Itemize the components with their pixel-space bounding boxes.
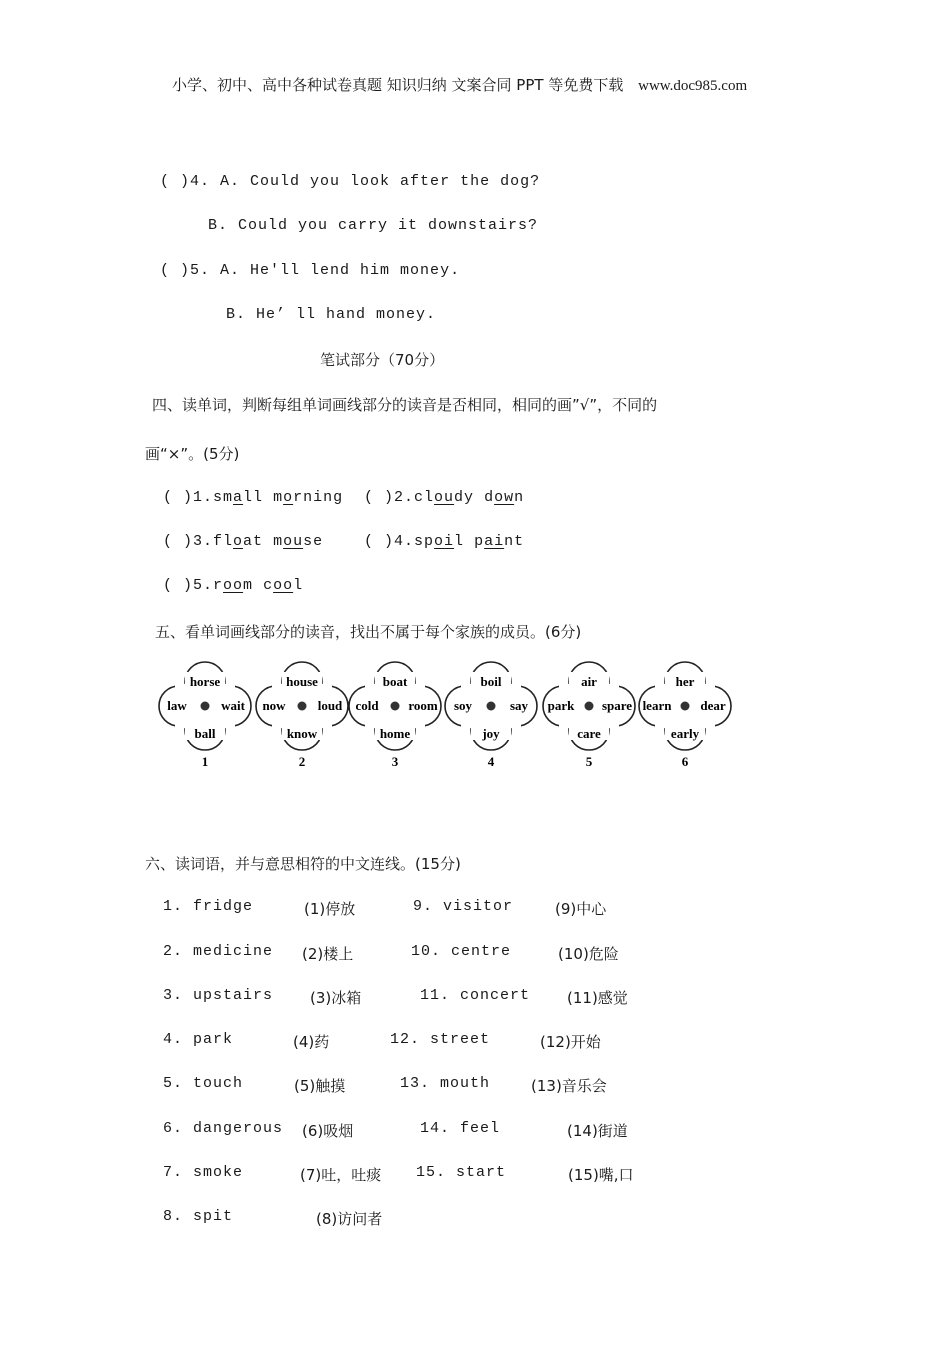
section-4-title-line1: 四、读单词，判断每组单词画线部分的读音是否相同，相同的画”√”，不同的 xyxy=(152,396,658,414)
match-en-12[interactable]: 12. street xyxy=(390,1031,491,1048)
answer-paren[interactable]: ( )5. xyxy=(163,577,214,594)
written-part-title: 笔试部分（70分） xyxy=(320,351,445,369)
match-en-8[interactable]: 8. spit xyxy=(163,1208,234,1225)
clover-number: 6 xyxy=(681,754,689,769)
clover-word-top: house xyxy=(286,674,318,689)
answer-paren[interactable]: ( )5. xyxy=(160,262,211,279)
clover-word-bottom: know xyxy=(286,726,318,741)
match-cn-2[interactable]: (2)楼上 xyxy=(302,945,354,963)
match-cn-10[interactable]: (10)危险 xyxy=(558,945,619,963)
match-cn-1[interactable]: (1)停放 xyxy=(304,900,356,918)
match-cn-6[interactable]: (6)吸烟 xyxy=(302,1122,354,1140)
match-en-3[interactable]: 3. upstairs xyxy=(163,987,274,1004)
match-cn-3[interactable]: (3)冰箱 xyxy=(310,989,362,1007)
question-5-b: B. He’ ll hand money. xyxy=(226,306,437,323)
clover-word-right: loud xyxy=(317,698,343,713)
answer-paren[interactable]: ( )2. xyxy=(364,489,415,506)
match-cn-4[interactable]: (4)药 xyxy=(293,1033,330,1051)
clover-word-top: boat xyxy=(382,674,408,689)
phonics-family-clovers xyxy=(155,658,745,773)
answer-paren[interactable]: ( )3. xyxy=(163,533,214,550)
clover-word-right: wait xyxy=(221,698,245,713)
match-en-2[interactable]: 2. medicine xyxy=(163,943,274,960)
phonics-item-2: ( )2.cloudy down xyxy=(364,489,525,506)
match-en-14[interactable]: 14. feel xyxy=(420,1120,501,1137)
match-en-6[interactable]: 6. dangerous xyxy=(163,1120,284,1137)
match-en-15[interactable]: 15. start xyxy=(416,1164,507,1181)
clover-word-top: air xyxy=(581,674,597,689)
section-6-title: 六、读词语，并与意思相符的中文连线。(15分) xyxy=(145,855,461,873)
match-en-1[interactable]: 1. fridge xyxy=(163,898,254,915)
match-en-11[interactable]: 11. concert xyxy=(420,987,531,1004)
clover-word-left: soy xyxy=(453,698,473,713)
clover-word-left: law xyxy=(167,698,187,713)
header-banner-text: 小学、初中、高中各种试卷真题 知识归纳 文案合同 PPT 等免费下载 xyxy=(172,76,624,94)
clover-word-right: say xyxy=(509,698,529,713)
answer-paren[interactable]: ( )4. xyxy=(364,533,415,550)
match-cn-15[interactable]: (15)嘴,口 xyxy=(568,1166,634,1184)
clover-word-top: horse xyxy=(189,674,221,689)
match-cn-5[interactable]: (5)触摸 xyxy=(294,1077,346,1095)
clover-number: 2 xyxy=(298,754,306,769)
option-a-text: A. Could you look after the dog? xyxy=(220,173,541,190)
clover-word-bottom: home xyxy=(379,726,411,741)
clover-number: 3 xyxy=(391,754,399,769)
phonics-item-4: ( )4.spoil paint xyxy=(364,533,525,550)
match-cn-14[interactable]: (14)街道 xyxy=(567,1122,628,1140)
clover-word-left: cold xyxy=(355,698,379,713)
match-cn-8[interactable]: (8)访问者 xyxy=(316,1210,383,1228)
phonics-item-1: ( )1.small morning xyxy=(163,489,344,506)
question-4-b: B. Could you carry it downstairs? xyxy=(208,217,539,234)
clover-6 xyxy=(639,662,731,769)
clover-word-right: spare xyxy=(601,698,633,713)
match-cn-12[interactable]: (12)开始 xyxy=(540,1033,601,1051)
match-cn-9[interactable]: (9)中心 xyxy=(555,900,607,918)
match-en-13[interactable]: 13. mouth xyxy=(400,1075,491,1092)
clover-word-top: boil xyxy=(480,674,502,689)
match-en-5[interactable]: 5. touch xyxy=(163,1075,244,1092)
question-5-a xyxy=(160,262,460,279)
clover-word-left: now xyxy=(262,698,286,713)
section-5-title: 五、看单词画线部分的读音，找出不属于每个家族的成员。(6分) xyxy=(155,623,582,641)
clover-word-bottom: joy xyxy=(482,726,500,741)
option-a-text: A. He'll lend him money. xyxy=(220,262,461,279)
question-4-a xyxy=(160,173,540,190)
match-en-9[interactable]: 9. visitor xyxy=(413,898,514,915)
clover-number: 1 xyxy=(201,754,209,769)
clover-2 xyxy=(256,662,348,769)
answer-paren[interactable]: ( )1. xyxy=(163,489,214,506)
clover-word-bottom: early xyxy=(670,726,700,741)
clover-1 xyxy=(159,662,251,769)
clover-5 xyxy=(543,662,635,769)
clover-word-top: her xyxy=(675,674,695,689)
clover-word-left: park xyxy=(547,698,575,713)
answer-paren[interactable]: ( )4. xyxy=(160,173,211,190)
match-en-4[interactable]: 4. park xyxy=(163,1031,234,1048)
clover-word-left: learn xyxy=(642,698,672,713)
clover-4 xyxy=(445,662,537,769)
match-cn-7[interactable]: (7)吐，吐痰 xyxy=(300,1166,382,1184)
match-cn-13[interactable]: (13)音乐会 xyxy=(531,1077,607,1095)
match-cn-11[interactable]: (11)感觉 xyxy=(567,989,628,1007)
match-en-10[interactable]: 10. centre xyxy=(411,943,512,960)
clover-word-right: room xyxy=(408,698,438,713)
clover-3 xyxy=(349,662,441,769)
phonics-item-5: ( )5.room cool xyxy=(163,577,304,594)
clover-number: 5 xyxy=(585,754,593,769)
page-header xyxy=(172,74,747,95)
clover-number: 4 xyxy=(487,754,495,769)
header-url[interactable]: www.doc985.com xyxy=(638,78,748,94)
phonics-item-3: ( )3.float mouse xyxy=(163,533,324,550)
match-en-7[interactable]: 7. smoke xyxy=(163,1164,244,1181)
clover-word-bottom: ball xyxy=(194,726,216,741)
clover-word-bottom: care xyxy=(577,726,601,741)
section-4-title-line2: 画“×”。(5分) xyxy=(145,445,240,463)
clover-word-right: dear xyxy=(700,698,726,713)
